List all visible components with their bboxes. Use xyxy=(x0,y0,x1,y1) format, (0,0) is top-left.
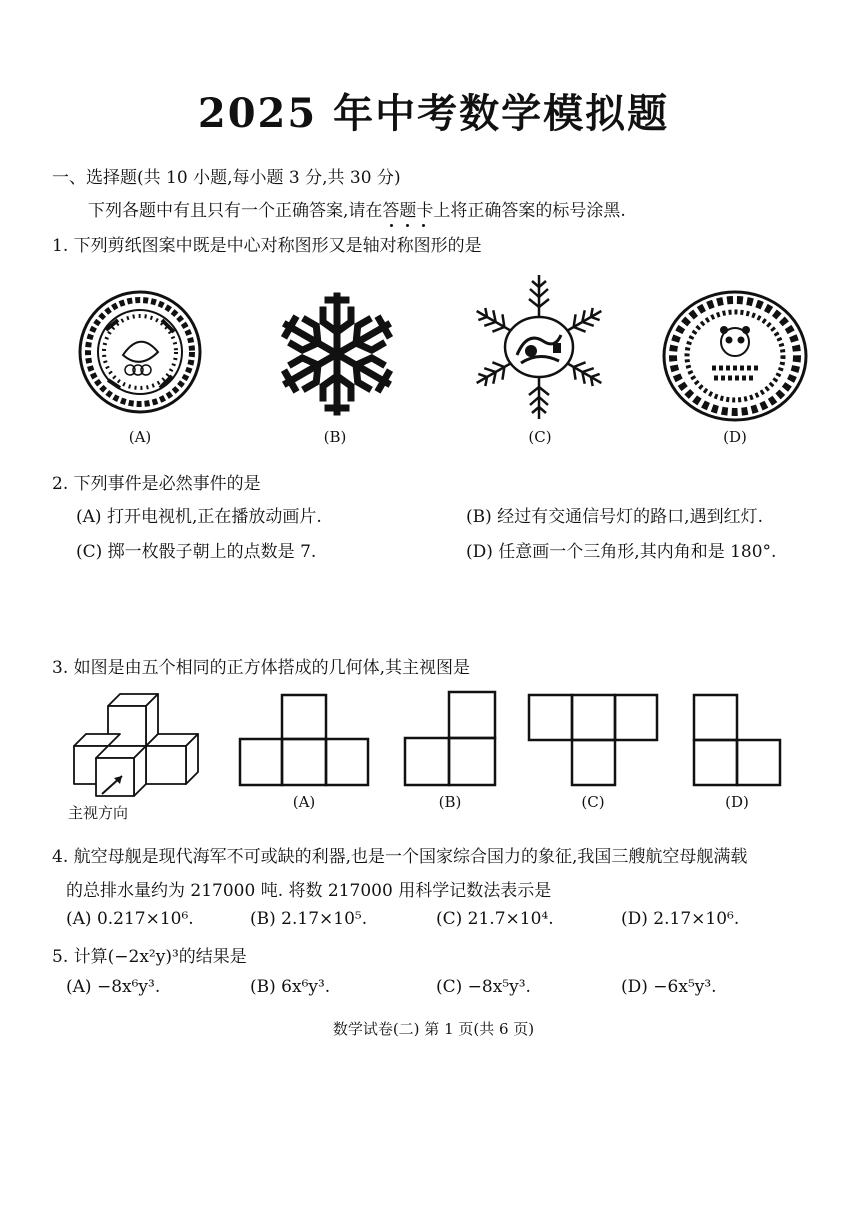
q5-option-c: (C) −8x⁵y³. xyxy=(436,977,531,997)
q1-figure-a xyxy=(78,290,202,414)
q5-stem: 5. 计算(−2x²y)³的结果是 xyxy=(52,947,247,967)
q1-label-b: (B) xyxy=(323,428,347,446)
section-heading: 一、选择题(共 10 小题,每小题 3 分,共 30 分) xyxy=(52,168,401,188)
q2-option-d: (D) 任意画一个三角形,其内角和是 180°. xyxy=(466,542,777,562)
q1-label-c: (C) xyxy=(528,428,552,446)
q2-stem: 2. 下列事件是必然事件的是 xyxy=(52,474,261,494)
q3-view-a xyxy=(238,693,370,787)
q2-option-c: (C) 掷一枚骰子朝上的点数是 7. xyxy=(76,542,317,562)
q5-option-b: (B) 6x⁶y³. xyxy=(250,977,331,997)
q2-option-b: (B) 经过有交通信号灯的路口,遇到红灯. xyxy=(466,507,763,527)
instruction-post: 上将正确答案的标号涂黑. xyxy=(433,201,626,221)
q1-label-d: (D) xyxy=(723,428,747,446)
q3-solid-figure xyxy=(70,690,202,796)
q1-figure-c xyxy=(463,272,615,422)
q3-label-d: (D) xyxy=(725,793,749,811)
q3-view-direction-label: 主视方向 xyxy=(68,804,129,822)
page-title: 2025 年中考数学模拟题 xyxy=(197,90,670,137)
instruction-pre: 下列各题中有且只有一个正确答案,请在 xyxy=(88,201,383,221)
q3-view-b xyxy=(403,690,497,787)
q5-option-a: (A) −8x⁶y³. xyxy=(66,977,161,997)
q4-stem-line1: 4. 航空母舰是现代海军不可或缺的利器,也是一个国家综合国力的象征,我国三艘航空母舰满载 xyxy=(52,847,748,867)
q4-option-a: (A) 0.217×10⁶. xyxy=(66,909,194,929)
q3-stem: 3. 如图是由五个相同的正方体搭成的几何体,其主视图是 xyxy=(52,658,471,678)
q1-label-a: (A) xyxy=(128,428,152,446)
q3-view-c xyxy=(527,693,659,787)
page-footer: 数学试卷(二) 第 1 页(共 6 页) xyxy=(332,1020,535,1038)
q5-option-d: (D) −6x⁵y³. xyxy=(621,977,717,997)
q1-figure-d xyxy=(662,290,808,422)
q4-option-d: (D) 2.17×10⁶. xyxy=(621,909,740,929)
instruction-emphasis: 答题卡 xyxy=(382,201,434,221)
q1-figure-b xyxy=(273,290,401,418)
q3-label-b: (B) xyxy=(438,793,462,811)
q1-stem: 1. 下列剪纸图案中既是中心对称图形又是轴对称图形的是 xyxy=(52,236,482,256)
q3-label-c: (C) xyxy=(581,793,605,811)
instruction xyxy=(88,196,626,221)
q4-stem-line2: 的总排水量约为 217000 吨. 将数 217000 用科学记数法表示是 xyxy=(66,881,552,901)
q4-option-c: (C) 21.7×10⁴. xyxy=(436,909,554,929)
q2-option-a: (A) 打开电视机,正在播放动画片. xyxy=(76,507,322,527)
q4-option-b: (B) 2.17×10⁵. xyxy=(250,909,368,929)
q3-label-a: (A) xyxy=(292,793,316,811)
q3-view-d xyxy=(692,693,782,787)
